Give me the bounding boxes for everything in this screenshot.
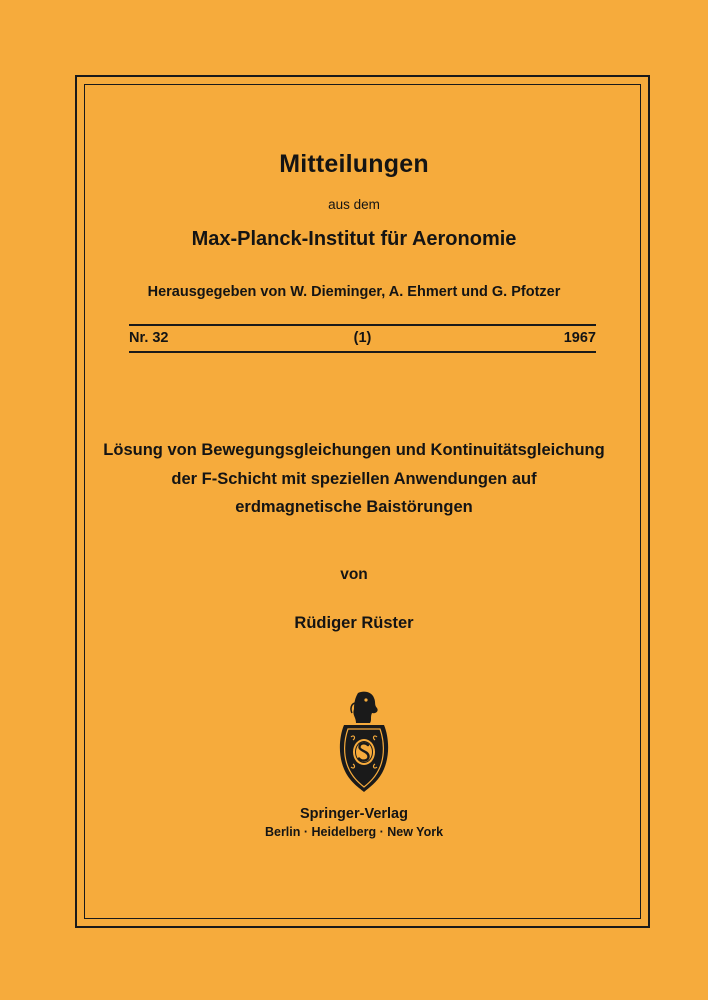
issue-number: Nr. 32 <box>129 330 169 346</box>
publisher-places: Berlin · Heidelberg · New York <box>264 825 444 839</box>
author-name: Rüdiger Rüster <box>294 614 414 632</box>
springer-knight-emblem-icon <box>334 689 394 797</box>
title-line-2: der F-Schicht mit speziellen Anwendungen auf <box>171 470 537 488</box>
issue-rule-bottom <box>129 351 596 353</box>
series-subtitle: aus dem <box>328 197 380 212</box>
issue-year: 1967 <box>563 330 596 346</box>
issue-rule-top <box>129 324 596 326</box>
series-title: Mitteilungen <box>279 150 429 178</box>
issue-part: (1) <box>353 330 372 346</box>
title-line-1: Lösung von Bewegungsgleichungen und Kontinuitätsgleichung <box>103 441 605 459</box>
institute-name: Max-Planck-Institut für Aeronomie <box>191 228 517 250</box>
editors-line: Herausgegeben von W. Dieminger, A. Ehmert und G. Pfotzer <box>147 284 561 300</box>
publisher-name: Springer-Verlag <box>300 806 408 822</box>
title-line-3: erdmagnetische Baistörungen <box>235 498 473 516</box>
by-label: von <box>340 566 368 583</box>
